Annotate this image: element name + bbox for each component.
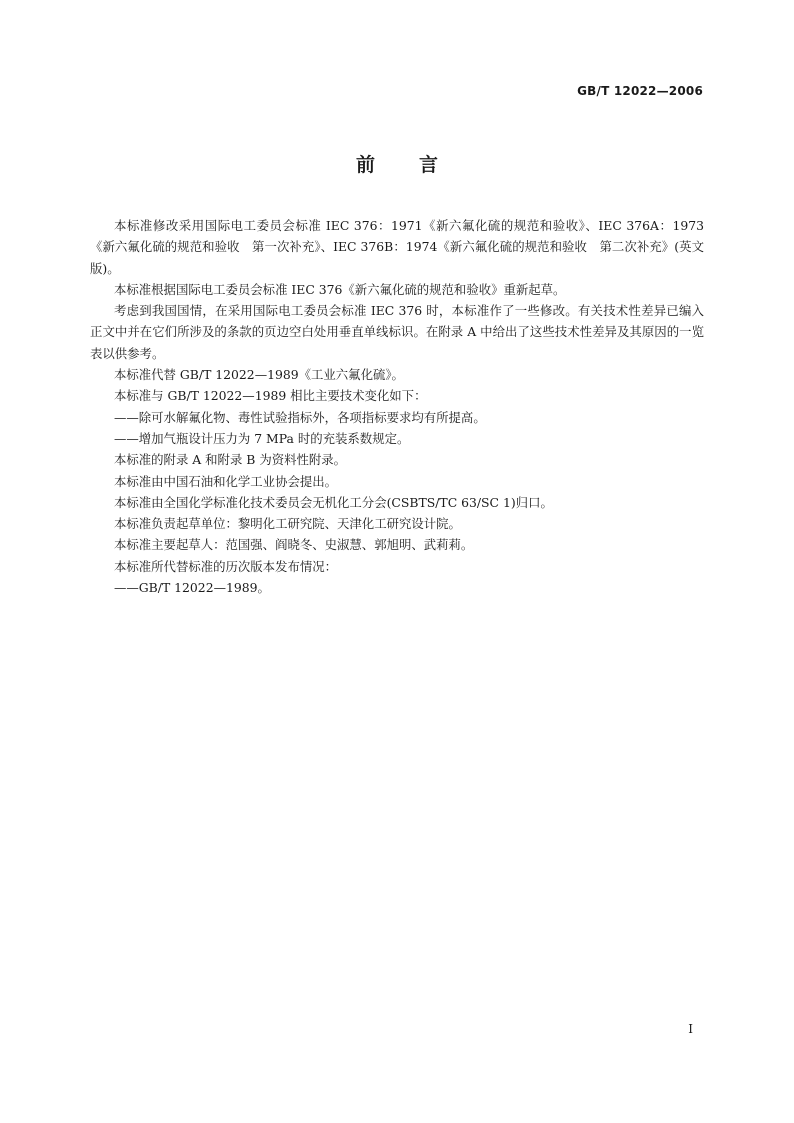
paragraph-history-intro: 本标准所代替标准的历次版本发布情况：: [114, 558, 338, 574]
list-item-change-1: ——除可水解氟化物、毒性试验指标外，各项指标要求均有所提高。: [114, 409, 486, 425]
foreword-body: [90, 215, 704, 598]
standard-code: GB/T 12022—2006: [577, 84, 703, 98]
list-item-change-2: ——增加气瓶设计压力为 7 MPa 时的充装系数规定。: [114, 430, 410, 446]
list-item-history-1: ——GB/T 12022—1989。: [114, 580, 270, 596]
paragraph-centralized-by: 本标准由全国化学标准化技术委员会无机化工分会(CSBTS/TC 63/SC 1)归口。: [114, 494, 553, 510]
paragraph-proposed-by: 本标准由中国石油和化学工业协会提出。: [114, 473, 338, 489]
paragraph-drafters: 本标准主要起草人：范国强、阎晓冬、史淑慧、郭旭明、武莉莉。: [114, 537, 474, 553]
paragraph-drafting-units: 本标准负责起草单位：黎明化工研究院、天津化工研究设计院。: [114, 516, 461, 532]
paragraph-annexes: 本标准的附录 A 和附录 B 为资料性附录。: [114, 452, 347, 468]
paragraph-modifications: 考虑到我国国情，在采用国际电工委员会标准 IEC 376 时，本标准作了一些修改。有关技术性差异已编入正文中并在它们所涉及的条款的页边空白处用垂直单线标识。在附录 A 中给出了这些技术性差异及其原因的一览表以供参考。: [90, 303, 704, 361]
page-title: [0, 150, 794, 177]
page-title-left: 前: [355, 154, 375, 176]
paragraph-adoption: 本标准修改采用国际电工委员会标准 IEC 376：1971《新六氟化硫的规范和验收》、IEC 376A：1973《新六氟化硫的规范和验收 第一次补充》、IEC 376B：1974《新六氟化硫的规范和验收 第二次补充》(英文版)。: [90, 218, 704, 276]
paragraph-redrafted: 本标准根据国际电工委员会标准 IEC 376《新六氟化硫的规范和验收》重新起草。: [114, 281, 566, 297]
paragraph-replaces: 本标准代替 GB/T 12022—1989《工业六氟化硫》。: [114, 367, 404, 383]
page-number: I: [688, 1022, 693, 1036]
page-title-right: 言: [419, 154, 439, 176]
paragraph-changes-intro: 本标准与 GB/T 12022—1989 相比主要技术变化如下：: [114, 388, 427, 404]
